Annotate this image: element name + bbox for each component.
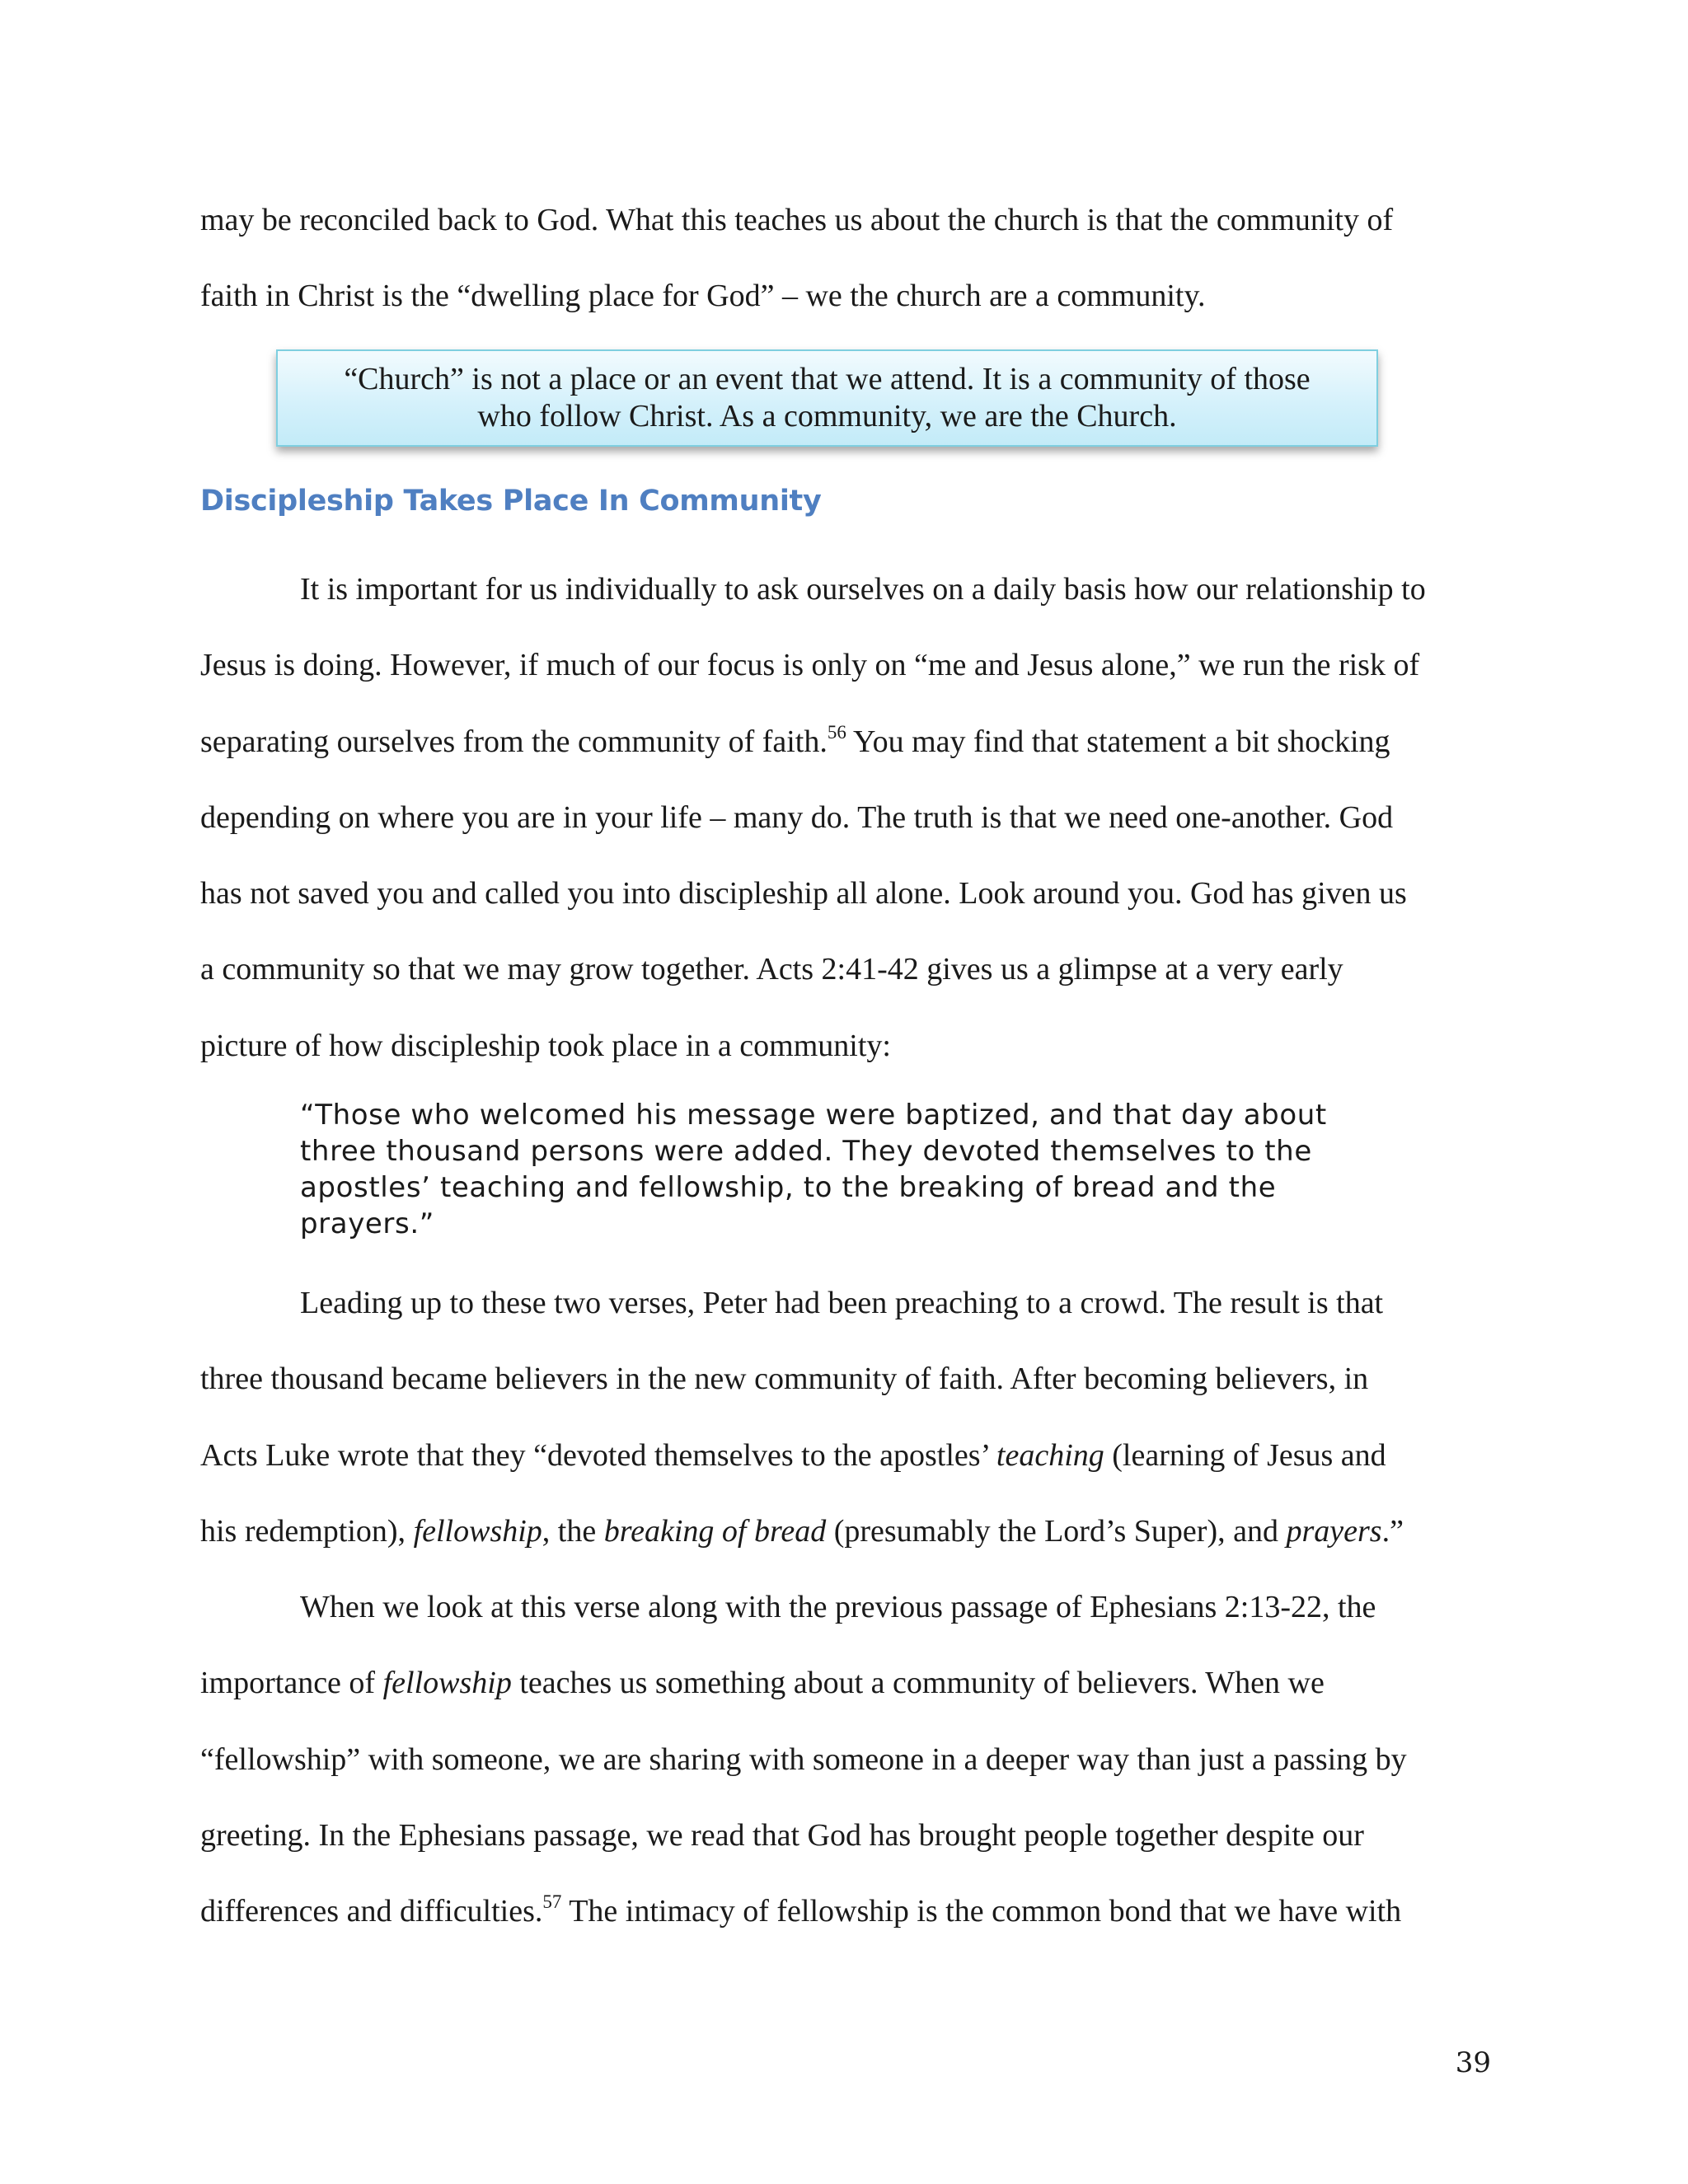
body-line: Jesus is doing. However, if much of our focus is only on “me and Jesus alone,” we run the risk of [200, 648, 1420, 683]
quote-line: “Those who welcomed his message were baptized, and that day about [300, 1099, 1327, 1132]
body-line: It is important for us individually to ask ourselves on a daily basis how our relationship to [300, 572, 1426, 607]
section-heading: Discipleship Takes Place In Community [200, 485, 822, 518]
body-line: “fellowship” with someone, we are sharing with someone in a deeper way than just a passing by [200, 1741, 1407, 1777]
quote-line: prayers.” [300, 1207, 434, 1240]
italic-term: prayers [1286, 1513, 1382, 1549]
body-line [200, 1873, 1494, 1949]
text-run: importance of [200, 1666, 383, 1701]
paragraph-discipleship-intro [200, 551, 1494, 1084]
text-run: Acts Luke wrote that they “devoted themselves to the apostles’ [200, 1437, 996, 1473]
body-line: Leading up to these two verses, Peter had been preaching to a crowd. The result is that [300, 1286, 1384, 1320]
italic-term: breaking of bread [603, 1513, 827, 1549]
page-number: 39 [1455, 2046, 1491, 2079]
body-line: may be reconciled back to God. What this teaches us about the church is that the community of [200, 203, 1394, 237]
body-line: three thousand became believers in the new community of faith. After becoming believers, in [200, 1361, 1369, 1397]
text-run: teaches us something about a community of believers. When we [511, 1666, 1325, 1701]
body-line: picture of how discipleship took place in a community: [200, 1028, 891, 1063]
body-line: has not saved you and called you into discipleship all alone. Look around you. God has given us [200, 876, 1407, 912]
top-paragraph [200, 182, 1494, 335]
callout-box [276, 349, 1378, 447]
body-line: a community so that we may grow together. Acts 2:41-42 gives us a glimpse at a very early [200, 952, 1343, 987]
paragraph-fellowship [200, 1569, 1494, 1949]
body-line [200, 1645, 1494, 1721]
footnote-marker-56[interactable]: 56 [827, 721, 846, 743]
body-line [200, 1418, 1494, 1493]
quote-line: three thousand persons were added. They devoted themselves to the [300, 1135, 1312, 1168]
text-run: The intimacy of fellowship is the common bond that we have with [561, 1894, 1402, 1929]
italic-term: teaching [996, 1437, 1104, 1473]
italic-term: fellowship [382, 1666, 512, 1701]
callout-line: “Church” is not a place or an event that we attend. It is a community of those [344, 362, 1311, 396]
body-line: depending on where you are in your life – many do. The truth is that we need one-another. God [200, 799, 1394, 835]
quote-line: apostles’ teaching and fellowship, to the breaking of bread and the [300, 1171, 1277, 1204]
text-run: his redemption), [200, 1513, 414, 1549]
text-run: (learning of Jesus and [1104, 1437, 1386, 1473]
italic-term: fellowship [413, 1513, 542, 1549]
callout-line: who follow Christ. As a community, we are the Church. [477, 399, 1177, 434]
body-line: greeting. In the Ephesians passage, we read that God has brought people together despite our [200, 1817, 1364, 1853]
body-line: faith in Christ is the “dwelling place for God” – we the church are a community. [200, 279, 1206, 314]
text-run: .” [1381, 1513, 1404, 1549]
paragraph-acts-commentary [200, 1265, 1494, 1569]
text-run: You may find that statement a bit shocking [846, 724, 1390, 759]
text-run: separating ourselves from the community of faith. [200, 724, 828, 759]
body-line [200, 704, 1494, 780]
text-run: (presumably the Lord’s Super), and [826, 1513, 1287, 1549]
text-run: , the [542, 1513, 604, 1549]
scripture-quote [300, 1097, 1327, 1242]
body-line [200, 1493, 1494, 1569]
footnote-marker-57[interactable]: 57 [542, 1891, 562, 1913]
body-line: When we look at this verse along with the previous passage of Ephesians 2:13-22, the [300, 1590, 1376, 1624]
text-run: differences and difficulties. [200, 1894, 543, 1929]
